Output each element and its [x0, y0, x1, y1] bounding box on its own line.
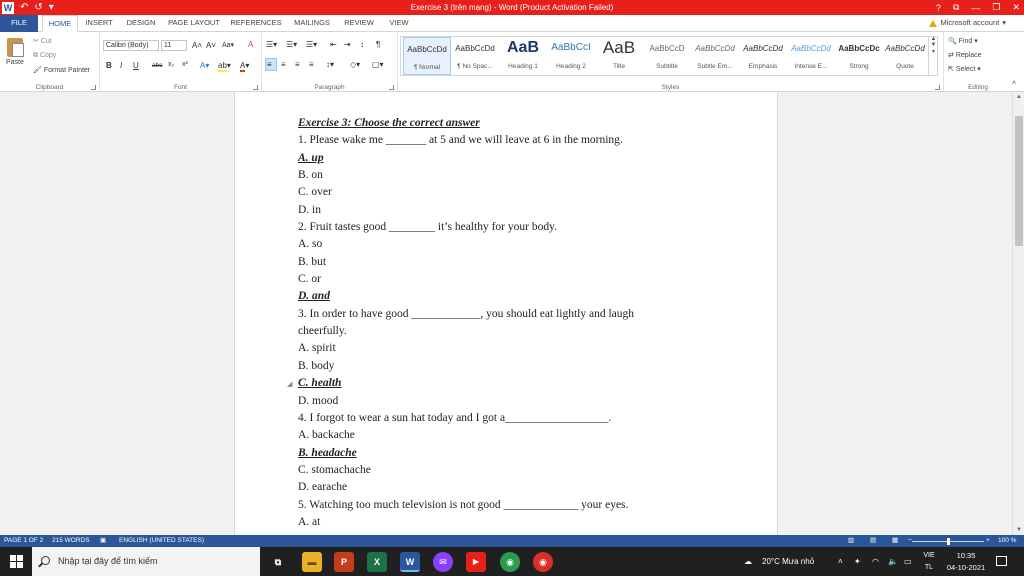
- style-subtle-emphasis[interactable]: [691, 37, 739, 75]
- text-effects-icon[interactable]: A▾: [200, 61, 210, 70]
- select-icon: ⇱: [948, 66, 956, 73]
- style-sample: AaB: [602, 38, 636, 57]
- replace-label: Replace: [955, 52, 982, 59]
- style-emphasis[interactable]: [739, 37, 787, 75]
- excel-icon[interactable]: X: [367, 552, 387, 572]
- network-icon[interactable]: ◠: [872, 557, 879, 566]
- format-painter-button[interactable]: [33, 66, 90, 74]
- correct-answer-option[interactable]: D. and: [298, 290, 330, 303]
- style-sample: AaB: [506, 39, 539, 56]
- customize-qat-icon[interactable]: ▾: [48, 2, 54, 13]
- style-sample: AaBbCcDd: [885, 44, 925, 53]
- paste-icon[interactable]: [7, 38, 23, 57]
- page-count[interactable]: PAGE 1 OF 2: [4, 537, 44, 544]
- cut-button[interactable]: [33, 37, 52, 45]
- editing-group-label: Editing: [968, 84, 988, 91]
- question-line[interactable]: cheerfully.: [298, 325, 347, 338]
- tab-review[interactable]: REVIEW: [344, 18, 374, 27]
- style-sample: AaBbCcDd: [455, 44, 495, 53]
- answer-option[interactable]: D. in: [298, 203, 321, 216]
- superscript-button[interactable]: x²: [182, 61, 188, 68]
- language-status[interactable]: ENGLISH (UNITED STATES): [119, 537, 204, 544]
- help-button[interactable]: ?: [935, 2, 941, 13]
- file-explorer-icon[interactable]: ▬: [302, 552, 322, 572]
- style-name: Heading 1: [508, 63, 538, 70]
- style-name: Title: [612, 63, 626, 70]
- battery-icon[interactable]: ▭: [904, 557, 912, 566]
- show-hidden-icons-icon[interactable]: ˄: [838, 557, 843, 566]
- font-launcher-icon[interactable]: [253, 85, 258, 90]
- app-tray-icon[interactable]: ✦: [854, 557, 861, 566]
- clock-date: 04-10-2021: [946, 563, 986, 572]
- decrease-indent-icon[interactable]: ⇤: [330, 40, 337, 49]
- zoom-in-icon[interactable]: +: [986, 537, 990, 544]
- exercise-heading[interactable]: Exercise 3: Choose the correct answer: [298, 117, 480, 129]
- tab-references[interactable]: REFERENCES: [230, 18, 282, 27]
- align-left-icon: ≡: [267, 60, 272, 69]
- correct-answer-option[interactable]: A. up: [298, 151, 324, 164]
- chevron-down-icon: ▾: [1002, 18, 1006, 27]
- answer-option[interactable]: A. spirit: [298, 342, 336, 355]
- tab-home[interactable]: HOME: [42, 15, 78, 32]
- ribbon: [0, 32, 1024, 92]
- style-heading-2[interactable]: [547, 37, 595, 75]
- notification-center-icon[interactable]: [996, 556, 1007, 566]
- cut-label: Cut: [40, 38, 52, 45]
- copy-button[interactable]: [33, 52, 56, 60]
- window-controls: [936, 0, 1020, 15]
- input-language[interactable]: [920, 550, 938, 574]
- tab-design[interactable]: DESIGN: [126, 18, 156, 27]
- lang-code: VIE: [923, 552, 935, 559]
- style-name: Emphasis: [748, 63, 778, 70]
- sort-icon[interactable]: ↕: [360, 40, 364, 49]
- zoom-out-icon[interactable]: −: [908, 537, 912, 544]
- style-sample: AaBbCcD: [649, 44, 685, 53]
- style-strong[interactable]: [835, 37, 883, 75]
- youtube-icon[interactable]: ▶: [466, 552, 486, 572]
- clock-time: 10:35: [956, 551, 976, 560]
- font-name-combo[interactable]: Calibri (Body): [103, 40, 159, 51]
- restore-button[interactable]: ❐: [992, 2, 1001, 12]
- style-sample: AaBbCcI: [551, 42, 591, 53]
- increase-indent-icon[interactable]: ⇥: [344, 40, 351, 49]
- word-logo-icon: W: [3, 2, 13, 13]
- select-label: Select: [955, 66, 976, 73]
- find-label: Find: [958, 38, 973, 45]
- paragraph-launcher-icon[interactable]: [389, 85, 394, 90]
- volume-icon[interactable]: 🔈: [888, 557, 898, 566]
- styles-scroll[interactable]: [928, 36, 938, 76]
- align-center-icon[interactable]: ≡: [281, 60, 286, 69]
- bold-button[interactable]: B: [106, 61, 112, 70]
- style-sample: AaBbCcDd: [407, 45, 447, 54]
- answer-option[interactable]: C. over: [298, 186, 332, 199]
- scissors-icon: ✂: [33, 38, 41, 45]
- line-spacing-icon[interactable]: ↕▾: [326, 60, 335, 69]
- answer-option[interactable]: A. backache: [298, 429, 355, 442]
- clock[interactable]: [946, 550, 986, 574]
- windows-start-icon[interactable]: [10, 555, 23, 568]
- account-label: Microsoft account: [940, 18, 1000, 27]
- web-layout-icon[interactable]: ▦: [892, 537, 899, 544]
- clipboard-group-label: Clipboard: [35, 84, 64, 91]
- word-icon[interactable]: W: [400, 552, 420, 572]
- answer-option[interactable]: B. body: [298, 359, 335, 372]
- style-name: ¶ No Spac...: [457, 63, 493, 70]
- ribbon-display-options-button[interactable]: ⧉: [952, 2, 960, 12]
- style-sample: AaBbCcDd: [791, 44, 831, 53]
- ribbon-tabs: [0, 15, 1024, 32]
- scroll-down-icon[interactable]: ▼: [1016, 527, 1022, 533]
- style-name: Intense E...: [794, 63, 828, 70]
- replace-icon: ⇄: [948, 52, 956, 59]
- document-page[interactable]: [234, 92, 778, 535]
- chevron-down-icon[interactable]: ▼: [930, 42, 937, 48]
- lang-mode: TL: [924, 564, 934, 571]
- answer-option[interactable]: B. on: [298, 169, 323, 182]
- answer-option[interactable]: D. earache: [298, 481, 348, 494]
- paragraph-marker-icon: ◢: [287, 381, 293, 388]
- align-right-icon[interactable]: ≡: [295, 60, 300, 69]
- minimize-button[interactable]: —: [971, 2, 981, 13]
- powerpoint-icon[interactable]: P: [334, 552, 354, 572]
- justify-icon[interactable]: ≡: [309, 60, 314, 69]
- question-line[interactable]: 4. I forgot to wear a sun hat today and I got a__________________.: [298, 411, 612, 424]
- highlight-icon[interactable]: ab▾: [218, 61, 231, 70]
- taskbar-search[interactable]: [32, 547, 260, 576]
- weather-icon[interactable]: ☁: [744, 557, 752, 566]
- search-icon: [41, 556, 50, 565]
- brush-icon: 🖌: [33, 67, 44, 74]
- more-styles-icon[interactable]: ▾: [931, 49, 935, 55]
- style-sample: AaBbCcDd: [743, 44, 783, 53]
- print-layout-icon[interactable]: ▤: [870, 537, 877, 544]
- replace-button[interactable]: [948, 51, 982, 59]
- redo-icon[interactable]: ↺: [34, 2, 43, 13]
- style-name: ¶ Normal: [413, 64, 441, 71]
- style-title[interactable]: [595, 37, 643, 75]
- select-button[interactable]: ⇱ Select ▾: [948, 66, 981, 73]
- style-sample: AaBbCcDc: [838, 44, 880, 53]
- scroll-thumb[interactable]: [1015, 116, 1023, 246]
- style-name: Heading 2: [556, 63, 586, 70]
- tab-file[interactable]: FILE: [0, 15, 38, 32]
- style-name: Subtle Em...: [697, 63, 733, 70]
- font-group: [100, 32, 262, 92]
- paste-button[interactable]: Paste: [6, 59, 24, 66]
- style-normal[interactable]: [403, 37, 451, 75]
- style-name: Subtitle: [656, 63, 678, 70]
- change-case-icon[interactable]: Aa▾: [222, 42, 235, 49]
- zoom-slider-thumb[interactable]: [947, 538, 950, 545]
- correct-answer-option[interactable]: C. health: [298, 377, 342, 390]
- styles-launcher-icon[interactable]: [935, 85, 940, 90]
- document-content[interactable]: [298, 115, 698, 531]
- borders-icon[interactable]: ▢▾: [372, 60, 384, 69]
- answer-option[interactable]: A. at: [298, 515, 321, 528]
- microsoft-account[interactable]: [929, 15, 1006, 31]
- editing-group: [944, 32, 1012, 92]
- taskbar: [0, 547, 1024, 576]
- search-placeholder: Nhập tại đây để tìm kiếm: [58, 556, 158, 566]
- undo-icon[interactable]: ↶: [20, 2, 29, 13]
- tab-mailings[interactable]: MAILINGS: [294, 18, 330, 27]
- style-sample: AaBbCcDd: [695, 44, 735, 53]
- scroll-up-icon[interactable]: ▲: [1016, 94, 1022, 100]
- font-size-combo[interactable]: 11: [161, 40, 187, 51]
- strikethrough-button[interactable]: abc: [152, 62, 163, 69]
- answer-option[interactable]: B. but: [298, 255, 327, 268]
- show-formatting-icon[interactable]: ¶: [376, 40, 381, 49]
- grow-font-icon[interactable]: A˄: [192, 41, 203, 50]
- zoom-level[interactable]: 100 %: [998, 537, 1017, 544]
- chrome-profile-icon[interactable]: ◉: [533, 552, 553, 572]
- document-area: [0, 92, 1024, 535]
- answer-option[interactable]: D. mood: [298, 394, 339, 407]
- vertical-scrollbar[interactable]: [1012, 92, 1024, 535]
- shading-icon[interactable]: ◇▾: [350, 60, 361, 69]
- clipboard-group: [0, 32, 100, 92]
- style-no-spacing[interactable]: [451, 37, 499, 75]
- read-mode-icon[interactable]: ▥: [848, 537, 855, 544]
- find-icon: 🔍: [948, 38, 959, 45]
- subscript-button[interactable]: x₂: [168, 61, 175, 68]
- copy-icon: ⧉: [33, 52, 40, 59]
- close-button[interactable]: ✕: [1012, 2, 1020, 12]
- style-name: Quote: [896, 63, 914, 70]
- paragraph-group-label: Paragraph: [314, 84, 345, 91]
- title-bar: [0, 0, 1024, 15]
- font-color-icon[interactable]: A▾: [240, 61, 250, 70]
- shrink-font-icon[interactable]: A˅: [206, 41, 217, 50]
- chrome-icon[interactable]: ◉: [500, 552, 520, 572]
- styles-group-label: Styles: [661, 84, 680, 91]
- tab-view[interactable]: VIEW: [389, 18, 409, 27]
- weather-text[interactable]: 20°C Mưa nhỏ: [762, 557, 815, 566]
- correct-answer-option[interactable]: B. headache: [298, 446, 357, 459]
- window-title: Exercise 3 (trên mạng) - Word (Product Activation Failed): [410, 3, 614, 12]
- task-view-icon[interactable]: ⧉: [274, 557, 282, 567]
- clipboard-launcher-icon[interactable]: [91, 85, 96, 90]
- style-quote[interactable]: [883, 37, 927, 75]
- font-group-label: Font: [173, 84, 187, 91]
- multilevel-list-icon[interactable]: ☰▾: [306, 40, 318, 49]
- style-subtitle[interactable]: [643, 37, 691, 75]
- word-count[interactable]: 215 WORDS: [52, 537, 90, 544]
- copy-label: Copy: [39, 52, 57, 59]
- style-name: Strong: [849, 63, 869, 70]
- answer-option[interactable]: C. stomachache: [298, 463, 371, 476]
- bullets-icon[interactable]: ☰▾: [266, 40, 278, 49]
- numbering-icon[interactable]: ☰▾: [286, 40, 298, 49]
- chevron-up-icon[interactable]: ▲: [930, 36, 937, 42]
- tab-page-layout[interactable]: PAGE LAYOUT: [168, 18, 220, 27]
- find-button[interactable]: 🔍 Find ▾: [948, 38, 978, 45]
- underline-button[interactable]: U: [133, 61, 139, 70]
- styles-gallery: [400, 36, 938, 76]
- proofing-icon[interactable]: ▣: [100, 537, 107, 544]
- style-intense-emphasis[interactable]: [787, 37, 835, 75]
- italic-button[interactable]: I: [120, 61, 123, 70]
- messenger-icon[interactable]: ✉: [433, 552, 453, 572]
- question-line[interactable]: 3. In order to have good ____________, you should eat lightly and laugh: [298, 307, 635, 320]
- paragraph-group: [262, 32, 398, 92]
- question-line[interactable]: 1. Please wake me _______ at 5 and we will leave at 6 in the morning.: [298, 134, 623, 147]
- warning-icon: [929, 20, 937, 27]
- question-line[interactable]: 2. Fruit tastes good ________ it’s healthy for your body.: [298, 221, 557, 234]
- answer-option[interactable]: C. or: [298, 273, 321, 286]
- answer-option[interactable]: A. so: [298, 238, 323, 251]
- clear-formatting-icon[interactable]: A: [248, 40, 254, 49]
- status-bar: [0, 535, 1024, 547]
- format-painter-label: Format Painter: [43, 67, 91, 74]
- collapse-ribbon-icon[interactable]: ˄: [1012, 80, 1017, 87]
- style-heading-1[interactable]: [499, 37, 547, 75]
- question-line[interactable]: 5. Watching too much television is not good _____________ your eyes.: [298, 498, 629, 511]
- tab-insert[interactable]: INSERT: [85, 18, 113, 27]
